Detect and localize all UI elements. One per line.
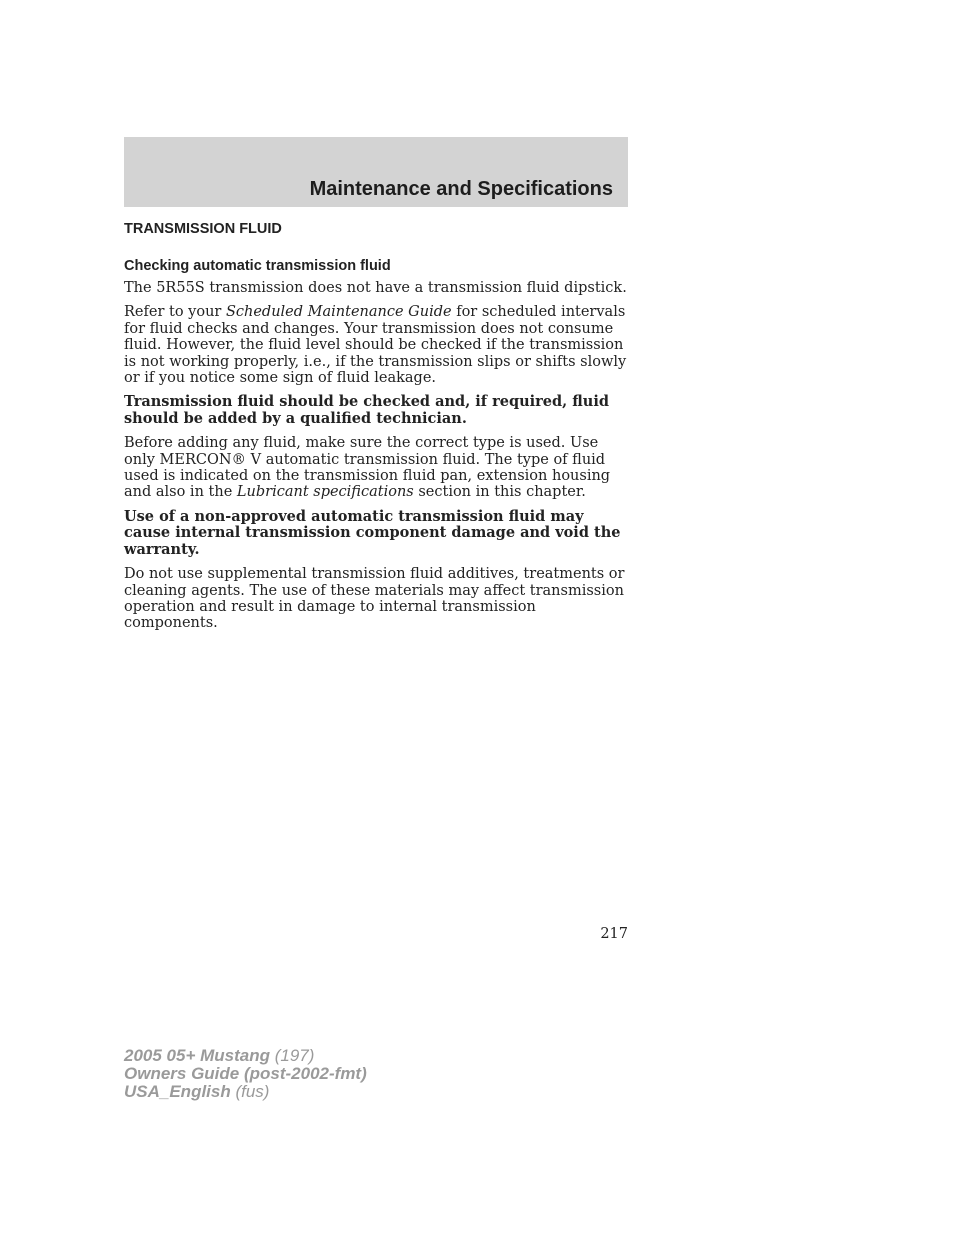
footer-language-code: (fus) [230, 1082, 270, 1101]
chapter-header-band [124, 137, 628, 207]
lubricant-specs-reference: Lubricant specifications [236, 484, 414, 501]
sub-heading: Checking automatic transmission fluid [124, 258, 391, 274]
paragraph-refer [124, 304, 630, 386]
footer-model-code: (197) [270, 1046, 315, 1065]
maintenance-guide-reference: Scheduled Maintenance Guide [225, 304, 452, 321]
footer-line-3 [124, 1083, 367, 1101]
page-number: 217 [600, 926, 628, 942]
footer-line-1 [124, 1047, 367, 1065]
paragraph-fluid-type-post: section in this chapter. [413, 484, 586, 501]
footer-guide-format: Owners Guide (post-2002-fmt) [124, 1064, 367, 1083]
document-footer [124, 1047, 367, 1101]
paragraph-fluid-type [124, 435, 630, 501]
warning-technician: Transmission fluid should be checked and, if required, fluid should be added by a qualified technician. [124, 393, 609, 427]
paragraph-dipstick: The 5R55S transmission does not have a transmission fluid dipstick. [124, 280, 627, 296]
paragraph-additives: Do not use supplemental transmission fluid additives, treatments or cleaning agents. The use of these materials may affect transmission operation and result in damage to internal transmission components. [124, 566, 625, 632]
footer-language: USA_English [124, 1082, 231, 1101]
footer-line-2 [124, 1065, 367, 1083]
footer-model: 2005 05+ Mustang [124, 1046, 270, 1065]
page-content [124, 220, 630, 640]
paragraph-refer-pre: Refer to your [124, 304, 226, 321]
warning-non-approved-fluid: Use of a non-approved automatic transmission fluid may cause internal transmission component damage and void the warranty. [124, 507, 621, 558]
paragraph-refer-post: for scheduled intervals for fluid checks and changes. Your transmission does not consume fluid. However, the fluid level should be checked if the transmission is not working properly, i.e., if the transmission slips or shifts slowly or if you notice some sign of fluid leakage. [124, 304, 627, 387]
section-heading: TRANSMISSION FLUID [124, 221, 282, 237]
paragraph-fluid-type-pre: Before adding any fluid, make sure the correct type is used. Use only MERCON® V automatic transmission fluid. The type of fluid used is indicated on the transmission fluid pan, extension housing and also in the [124, 435, 611, 501]
chapter-title: Maintenance and Specifications [309, 178, 613, 200]
